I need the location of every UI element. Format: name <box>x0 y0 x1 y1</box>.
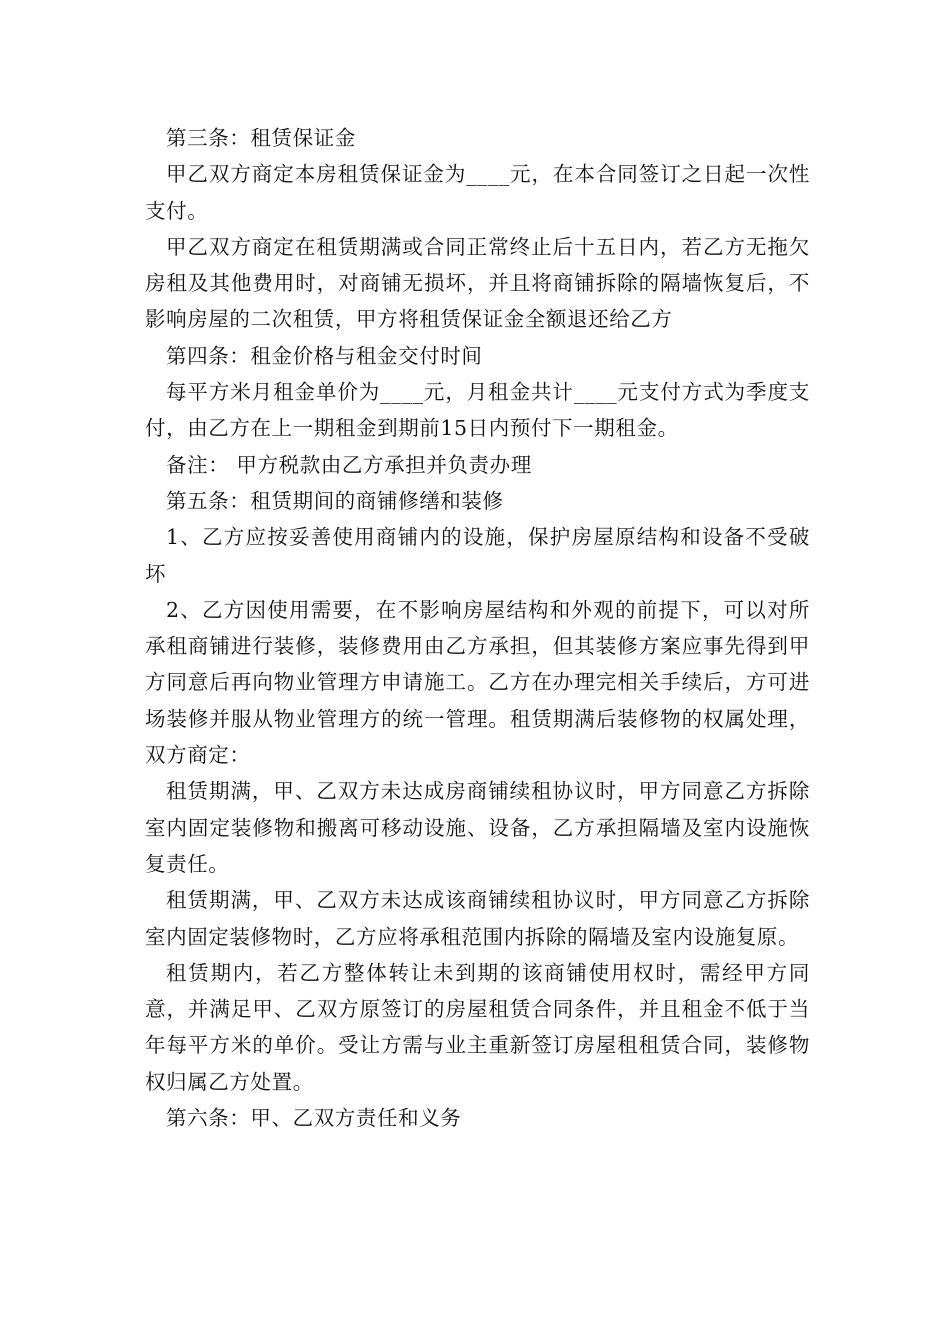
rent-price-paragraph: 每平方米月租金单价为____元，月租金共计____元支付方式为季度支付，由乙方在上一期租金到期前15日内预付下一期租金。 <box>145 380 810 441</box>
deposit-refund-paragraph: 甲乙双方商定在租赁期满或合同正常终止后十五日内，若乙方无拖欠房租及其他费用时，对商铺无损坏，并且将商铺拆除的隔墙恢复后，不影响房屋的二次租赁，甲方将租赁保证金全额退还给乙方 <box>145 234 810 332</box>
remark-paragraph: 备注： 甲方税款由乙方承担并负责办理 <box>166 452 532 477</box>
article-5-heading: 第五条：租赁期间的商铺修缮和装修 <box>166 488 504 513</box>
article-6-heading: 第六条：甲、乙双方责任和义务 <box>166 1106 462 1131</box>
lease-expiry-paragraph-2: 租赁期满，甲、乙双方未达成该商铺续租协议时，甲方同意乙方拆除室内固定装修物时，乙方应将承租范围内拆除的隔墙及室内设施复原。 <box>145 888 810 949</box>
clause-1-paragraph: 1、乙方应按妥善使用商铺内的设施，保护房屋原结构和设备不受破坏 <box>145 525 810 586</box>
article-3-heading: 第三条：租赁保证金 <box>166 126 356 150</box>
clause-2-paragraph: 2、乙方因使用需要，在不影响房屋结构和外观的前提下，可以对所承租商铺进行装修，装修费用由乙方承担，但其装修方案应事先得到甲方同意后再向物业管理方申请施工。乙方在办理完相关手续后，方可进场装修并服从物业管理方的统一管理。租赁期满后装修物的权属处理，双方商定： <box>145 597 810 768</box>
document-body <box>145 120 810 1136</box>
transfer-paragraph: 租赁期内，若乙方整体转让未到期的该商铺使用权时，需经甲方同意，并满足甲、乙双方原签订的房屋租赁合同条件，并且租金不低于当年每平方米的单价。受让方需与业主重新签订房屋租租赁合同，装修物权归属乙方处置。 <box>145 960 810 1094</box>
article-4-heading: 第四条：租金价格与租金交付时间 <box>166 343 483 368</box>
deposit-amount-paragraph: 甲乙双方商定本房租赁保证金为____元，在本合同签订之日起一次性支付。 <box>145 162 810 223</box>
lease-expiry-paragraph-1: 租赁期满，甲、乙双方未达成房商铺续租协议时，甲方同意乙方拆除室内固定装修物和搬离可移动设施、设备，乙方承担隔墙及室内设施恢复责任。 <box>145 779 810 876</box>
